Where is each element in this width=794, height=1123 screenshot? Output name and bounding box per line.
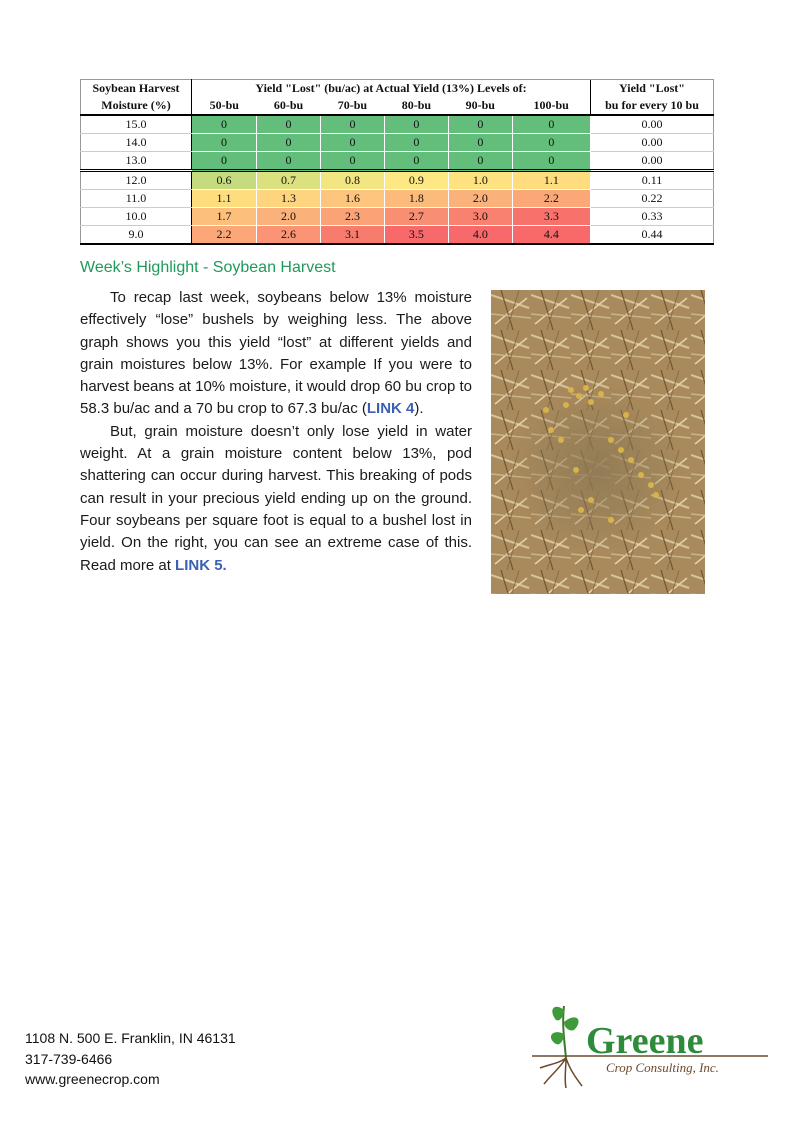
yield-lost-cell: 2.7 [384,208,448,226]
yield-lost-cell: 1.8 [384,190,448,208]
yield-lost-cell: 0 [320,134,384,152]
paragraph-2 [80,421,472,577]
moisture-cell: 12.0 [81,171,192,190]
section-title: Week’s Highlight - Soybean Harvest [80,259,336,276]
moisture-cell: 11.0 [81,190,192,208]
moisture-header-top: Soybean Harvest [81,80,192,98]
level-header: 90-bu [448,97,512,115]
yield-lost-cell: 0 [192,134,257,152]
sprout-icon [540,1006,582,1088]
per-10bu-cell: 0.00 [591,152,714,171]
table-header-row [81,80,714,98]
table-body [81,115,714,244]
table-row [81,134,714,152]
yield-lost-cell: 0 [512,152,590,171]
link-5[interactable]: LINK 5. [175,556,227,574]
moisture-cell: 15.0 [81,115,192,134]
yield-lost-cell: 3.5 [384,226,448,245]
per-10bu-cell: 0.00 [591,115,714,134]
yield-lost-cell: 0 [192,115,257,134]
per-10bu-cell: 0.00 [591,134,714,152]
yield-lost-cell: 0 [448,152,512,171]
table-header-row [81,97,714,115]
link-4[interactable]: LINK 4 [366,400,415,418]
moisture-cell: 14.0 [81,134,192,152]
yield-lost-cell: 2.3 [320,208,384,226]
table-row [81,208,714,226]
logo-subtitle: Crop Consulting, Inc. [606,1060,719,1075]
level-header: 70-bu [320,97,384,115]
yield-lost-cell: 1.6 [320,190,384,208]
level-header: 60-bu [257,97,321,115]
soybean-shatter-photo [491,290,705,594]
yield-lost-cell: 0 [384,152,448,171]
yield-lost-cell: 0.8 [320,171,384,190]
yield-lost-cell: 0 [257,115,321,134]
table-row [81,171,714,190]
moisture-cell: 10.0 [81,208,192,226]
yield-lost-cell: 0.7 [257,171,321,190]
per-10bu-cell: 0.22 [591,190,714,208]
paragraph-1-text: To recap last week, soybeans below 13% moisture effectively “lose” bushels by weighing less. The above graph shows you this yield “lost” at different yields and grain moistures below 13%. For example If you were to harvest beans at 10% moisture, it would drop 60 bu crop to 58.3 bu/ac and a 70 bu crop to 67.3 bu/ac ( [80,289,472,418]
levels-header: Yield "Lost" (bu/ac) at Actual Yield (13%) Levels of: [192,80,591,98]
logo-name: Greene [586,1020,704,1062]
yield-lost-cell: 1.1 [512,171,590,190]
yield-lost-cell: 1.7 [192,208,257,226]
table-row [81,115,714,134]
field-image [491,290,705,594]
footer-website[interactable]: www.greenecrop.com [25,1071,160,1087]
article-body [80,287,472,577]
yield-lost-cell: 1.3 [257,190,321,208]
table-row [81,152,714,171]
yield-lost-cell: 0 [384,134,448,152]
yield-lost-cell: 0 [257,134,321,152]
yield-lost-table [80,79,714,245]
yield-lost-cell: 0 [512,115,590,134]
yield-lost-cell: 3.0 [448,208,512,226]
per-10bu-cell: 0.11 [591,171,714,190]
yield-lost-cell: 0.9 [384,171,448,190]
yield-lost-cell: 0 [448,134,512,152]
yield-lost-cell: 2.2 [512,190,590,208]
yield-lost-cell: 0 [320,115,384,134]
paragraph-1 [80,287,472,421]
table-row [81,226,714,245]
per-10bu-cell: 0.33 [591,208,714,226]
yield-lost-cell: 1.0 [448,171,512,190]
greene-logo [530,998,770,1090]
yield-lost-header: bu for every 10 bu [591,97,714,115]
yield-lost-cell: 0 [448,115,512,134]
yield-lost-cell: 4.4 [512,226,590,245]
yield-lost-cell: 2.2 [192,226,257,245]
level-header: 100-bu [512,97,590,115]
yield-lost-cell: 4.0 [448,226,512,245]
yield-lost-cell: 0 [320,152,384,171]
level-header: 80-bu [384,97,448,115]
table-row [81,190,714,208]
moisture-cell: 9.0 [81,226,192,245]
footer-address: 1108 N. 500 E. Franklin, IN 46131 [25,1030,236,1046]
yield-lost-cell: 2.0 [448,190,512,208]
footer-contact [25,1028,236,1090]
moisture-header: Moisture (%) [81,97,192,115]
yield-lost-cell: 1.1 [192,190,257,208]
yield-lost-cell: 0 [257,152,321,171]
yield-lost-cell: 0.6 [192,171,257,190]
yield-lost-cell: 3.3 [512,208,590,226]
paragraph-2-text: But, grain moisture doesn’t only lose yield in water weight. At a grain moisture content below 13%, pod shattering can occur during harvest. This breaking of pods can result in your precious yield ending up on the ground. Four soybeans per square foot is equal to a bushel lost in yield. On the right, you can see an extreme case of this. Read more at [80,422,472,574]
yield-lost-cell: 0 [192,152,257,171]
yield-lost-cell: 0 [384,115,448,134]
moisture-cell: 13.0 [81,152,192,171]
per-10bu-cell: 0.44 [591,226,714,245]
yield-lost-cell: 2.0 [257,208,321,226]
yield-lost-cell: 3.1 [320,226,384,245]
yield-lost-header-top: Yield "Lost" [591,80,714,98]
footer-phone: 317-739-6466 [25,1050,113,1067]
yield-lost-cell: 0 [512,134,590,152]
level-header: 50-bu [192,97,257,115]
paragraph-1-after: ). [414,400,424,418]
yield-lost-cell: 2.6 [257,226,321,245]
